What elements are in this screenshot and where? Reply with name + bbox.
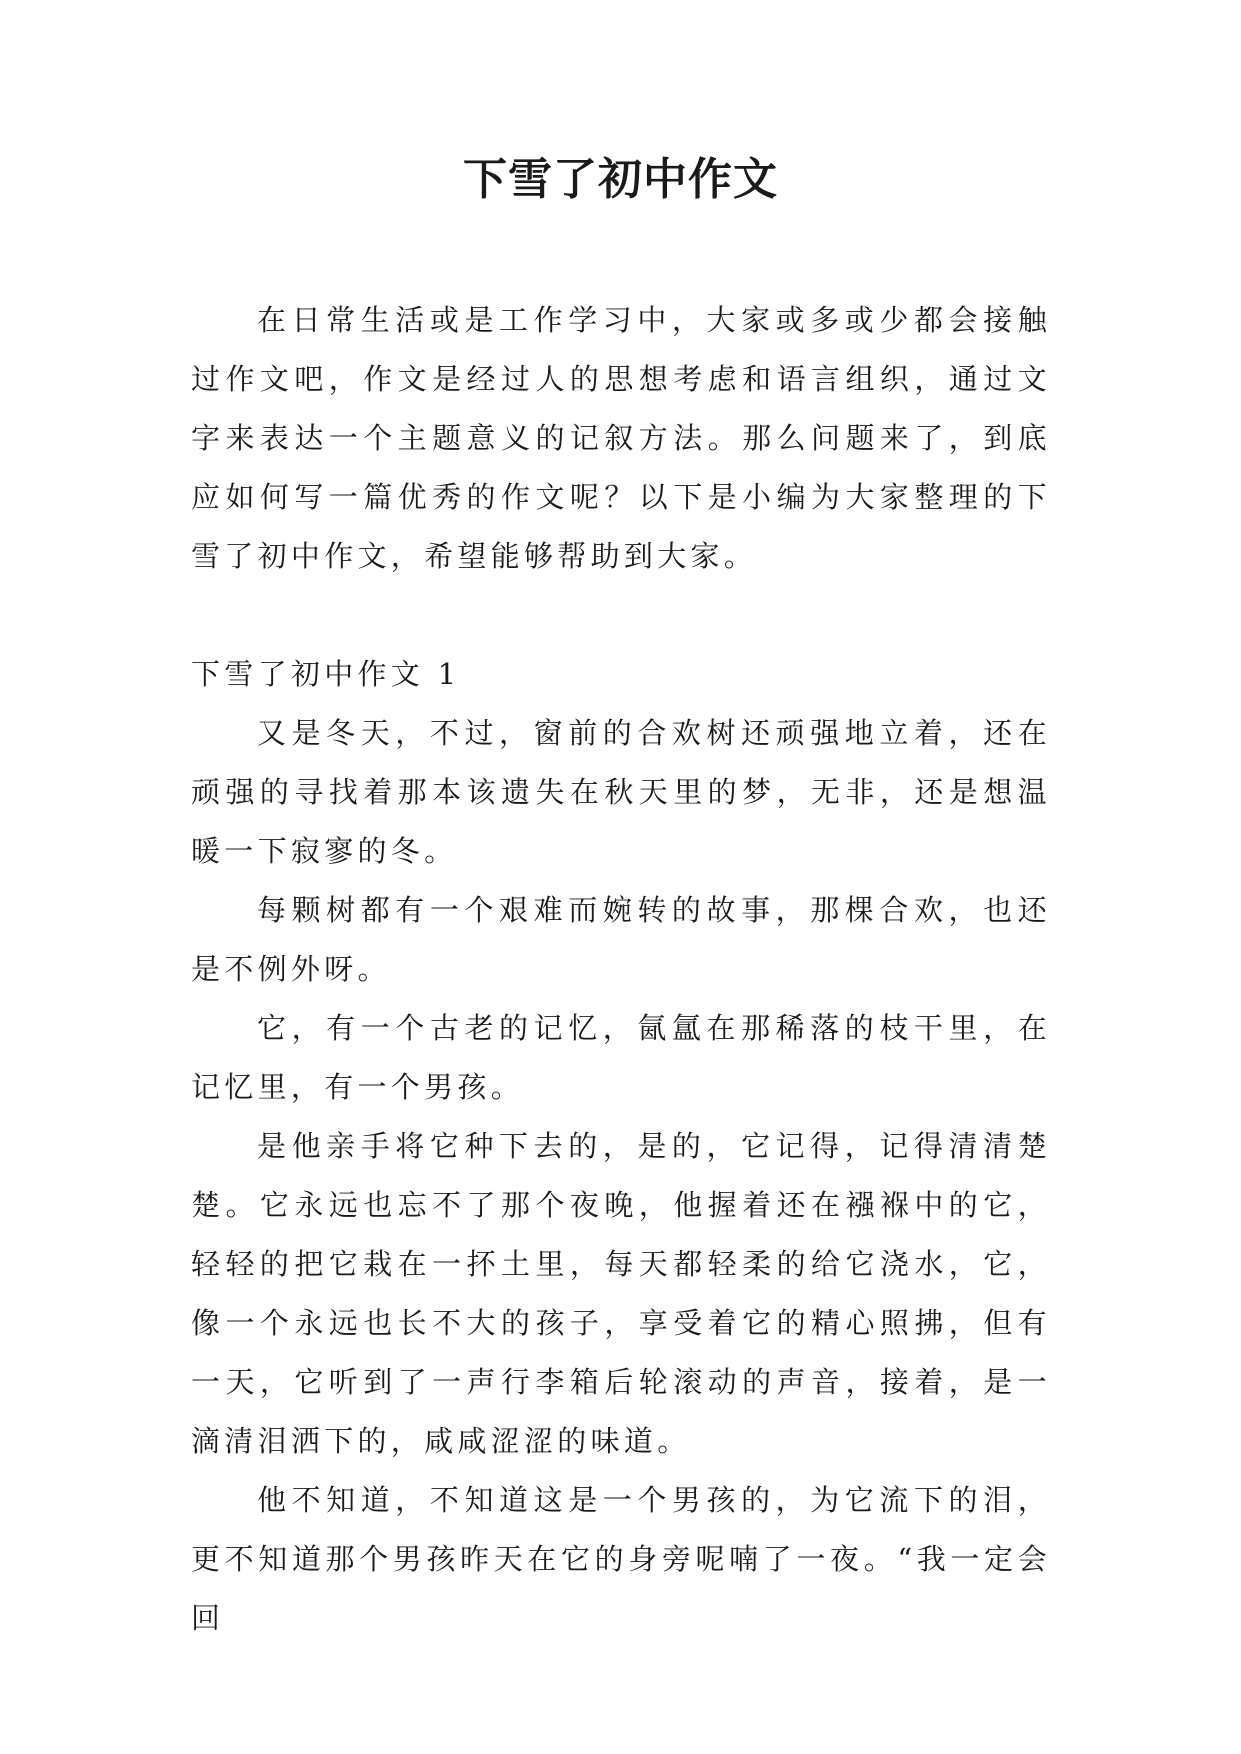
document-body: [191, 291, 1051, 1648]
paragraph-spacer: [191, 586, 1051, 645]
body-paragraph: 又是冬天，不过，窗前的合欢树还顽强地立着，还在顽强的寻找着那本该遗失在秋天里的梦，无非，还是想温暖一下寂寥的冬。: [191, 716, 1051, 868]
document-title: 下雪了初中作文: [463, 154, 778, 205]
section-heading: 下雪了初中作文 1: [191, 657, 461, 691]
body-paragraph: 他不知道，不知道这是一个男孩的，为它流下的泪，更不知道那个男孩昨天在它的身旁呢喃了一夜。“我一定会回: [191, 1483, 1051, 1635]
body-paragraph: 每颗树都有一个艰难而婉转的故事，那棵合欢，也还是不例外呀。: [191, 893, 1051, 986]
body-paragraph: 是他亲手将它种下去的，是的，它记得，记得清清楚楚。它永远也忘不了那个夜晚，他握着还在襁褓中的它，轻轻的把它栽在一抔土里，每天都轻柔的给它浇水，它，像一个永远也长不大的孩子，享受着它的精心照拂，但有一天，它听到了一声行李箱后轮滚动的声音，接着，是一滴清泪洒下的，咸咸涩涩的味道。: [191, 1129, 1051, 1458]
body-paragraph: 它，有一个古老的记忆，氤氲在那稀落的枝干里，在记忆里，有一个男孩。: [191, 1011, 1051, 1104]
intro-paragraph: 在日常生活或是工作学习中，大家或多或少都会接触过作文吧，作文是经过人的思想考虑和语言组织，通过文字来表达一个主题意义的记叙方法。那么问题来了，到底应如何写一篇优秀的作文呢？以下是小编为大家整理的下雪了初中作文，希望能够帮助到大家。: [191, 303, 1051, 573]
